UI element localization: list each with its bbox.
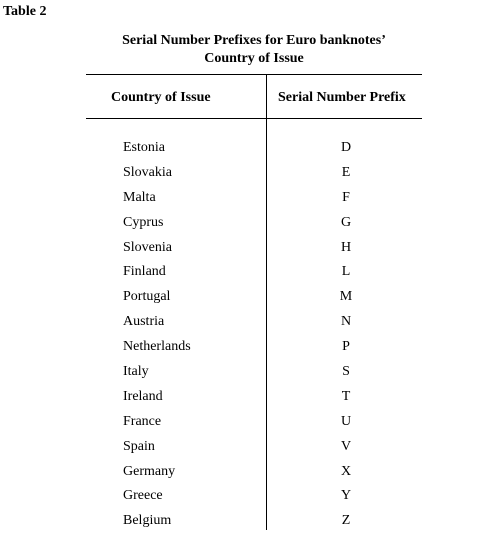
- prefix-cell: G: [340, 214, 352, 230]
- country-cell: Portugal: [123, 289, 171, 305]
- country-cell: Spain: [123, 438, 155, 454]
- table-caption-line-1: Serial Number Prefixes for Euro banknotes’: [122, 33, 386, 48]
- table-row: [0, 215, 496, 240]
- country-cell: Slovenia: [123, 239, 172, 255]
- table-row: [0, 289, 496, 314]
- country-cell: France: [123, 413, 162, 429]
- table-row: [0, 190, 496, 215]
- prefix-cell: U: [340, 413, 352, 429]
- prefix-cell: S: [342, 364, 350, 380]
- table-row: [0, 165, 496, 190]
- prefix-cell: L: [341, 264, 351, 280]
- column-header-country: Country of Issue: [111, 90, 211, 105]
- prefix-cell: Z: [341, 513, 351, 529]
- table-row: [0, 513, 496, 538]
- table-caption-line-2: Country of Issue: [204, 51, 304, 66]
- table-body: [0, 140, 496, 538]
- table-row: [0, 240, 496, 265]
- column-header-prefix: Serial Number Prefix: [278, 90, 406, 105]
- country-cell: Finland: [123, 264, 166, 280]
- table-row: [0, 364, 496, 389]
- top-rule: [86, 74, 422, 75]
- prefix-cell: X: [340, 463, 352, 479]
- country-cell: Austria: [123, 314, 165, 330]
- prefix-cell: Y: [340, 488, 352, 504]
- prefix-cell: F: [342, 189, 350, 205]
- prefix-cell: H: [340, 239, 352, 255]
- table-row: [0, 488, 496, 513]
- prefix-cell: V: [340, 438, 352, 454]
- country-cell: Greece: [123, 488, 163, 504]
- country-cell: Malta: [123, 189, 156, 205]
- table-row: [0, 414, 496, 439]
- table-row: [0, 464, 496, 489]
- table-row: [0, 314, 496, 339]
- header-rule: [86, 118, 422, 119]
- country-cell: Cyprus: [123, 214, 164, 230]
- prefix-cell: T: [341, 388, 351, 404]
- table-row: [0, 140, 496, 165]
- country-cell: Estonia: [123, 140, 165, 155]
- country-cell: Slovakia: [123, 164, 172, 180]
- country-cell: Italy: [123, 364, 149, 380]
- table-row: [0, 264, 496, 289]
- country-cell: Ireland: [123, 388, 163, 404]
- prefix-cell: M: [339, 289, 353, 305]
- table-label: Table 2: [3, 4, 47, 19]
- prefix-cell: N: [340, 314, 352, 330]
- table-row: [0, 439, 496, 464]
- country-cell: Netherlands: [123, 339, 191, 355]
- country-cell: Belgium: [123, 513, 172, 529]
- prefix-cell: E: [341, 164, 351, 180]
- table-row: [0, 339, 496, 364]
- prefix-cell: D: [340, 140, 352, 155]
- prefix-cell: P: [342, 339, 350, 355]
- table-row: [0, 389, 496, 414]
- country-cell: Germany: [123, 463, 176, 479]
